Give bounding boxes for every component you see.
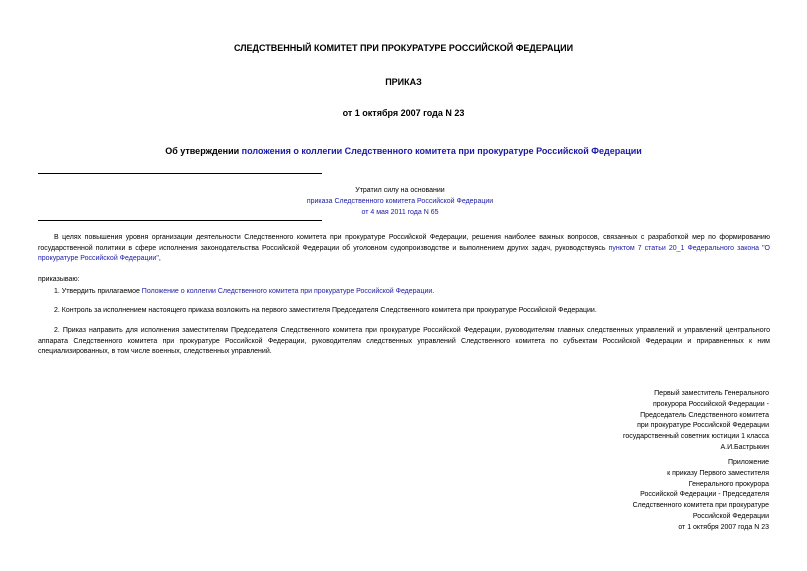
repeal-link-line2[interactable]: от 4 мая 2011 года N 65 [361, 209, 439, 216]
appendix-line: от 1 октября 2007 года N 23 [678, 523, 769, 531]
divider-bottom [38, 220, 322, 221]
intro-end: , [158, 255, 161, 262]
item-1-text: 1. Утвердить прилагаемое [54, 288, 142, 295]
signature-block [509, 389, 769, 454]
order-word: приказываю: [38, 276, 80, 283]
item-1 [54, 287, 434, 298]
document-type: ПРИКАЗ [385, 77, 422, 87]
title-prefix: Об утверждении [165, 146, 242, 156]
law-link[interactable]: пунктом 7 статьи 20_1 Федерального закона "О прокуратуре Российской Федерации" [38, 244, 771, 262]
document-date-number: от 1 октября 2007 года N 23 [342, 108, 465, 118]
signature-line: государственный советник юстиции 1 класса [622, 433, 769, 441]
appendix-line: Российской Федерации - Председателя [640, 491, 769, 499]
appendix-line: к приказу Первого заместителя [667, 469, 769, 477]
regulation-link[interactable]: Положение о коллегии Следственного комитета при прокуратуре Российской Федерации [141, 288, 433, 295]
signature-line: Председатель Следственного комитета [640, 411, 769, 419]
signature-line: прокурора Российской Федерации - [652, 400, 769, 408]
divider-top [38, 173, 322, 174]
appendix-line: Генерального прокурора [688, 480, 769, 488]
signature-line: А.И.Бастрыкин [720, 443, 769, 451]
signature-line: Первый заместитель Генерального [654, 390, 769, 397]
title-link[interactable]: положения о коллегии Следственного комитета при прокуратуре Российской Федерации [241, 146, 642, 156]
appendix-line: Российской Федерации [692, 512, 769, 520]
intro-paragraph [38, 233, 770, 265]
appendix-block [509, 458, 769, 534]
intro-text: В целях повышения уровня организации деятельности Следственного комитета при прокуратуре Российской Федерации, решения наиболее важных вопросов, связанных с разработкой мер по формированию государственной политики в сфере исполнения законодательства Российской Федерации об уголовном судопроизводстве и выполнением других задач, руководствуясь [38, 234, 770, 252]
signature-line: при прокуратуре Российской Федерации [637, 422, 769, 430]
document-title [0, 146, 807, 156]
repeal-text: Утратил силу на основании [355, 187, 445, 194]
item-3: 2. Приказ направить для исполнения заместителям Председателя Следственного комитета при прокуратуре Российской Федерации, руководителям главных следственных управлений и управлений центрального аппарата Следственного комитета при прокуратуре Российской Федерации, руководителям следственных управлений Следственного комитета по субъектам Российской Федерации и приравненных к ним специализированных, в том числе военных, следственных управлений. [38, 327, 770, 355]
item-2: 2. Контроль за исполнением настоящего приказа возложить на первого заместителя Председателя Следственного комитета при прокуратуре Российской Федерации. [54, 307, 597, 314]
item-1-end: . [432, 288, 435, 295]
repeal-link-line1[interactable]: приказа Следственного комитета Российской Федерации [306, 198, 494, 205]
appendix-line: Приложение [727, 459, 769, 466]
appendix-line: Следственного комитета при прокуратуре [632, 502, 769, 510]
repeal-note [290, 185, 510, 218]
issuer-heading: СЛЕДСТВЕННЫЙ КОМИТЕТ ПРИ ПРОКУРАТУРЕ РОССИЙСКОЙ ФЕДЕРАЦИИ [233, 43, 574, 53]
